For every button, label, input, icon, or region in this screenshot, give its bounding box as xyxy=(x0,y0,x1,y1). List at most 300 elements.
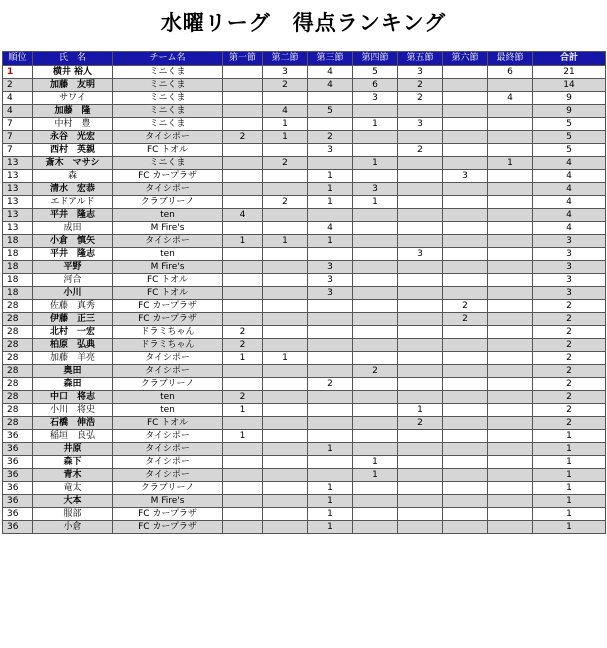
round-score-cell: 3 xyxy=(398,66,443,79)
round-score-cell xyxy=(353,105,398,118)
round-score-cell: 3 xyxy=(308,287,353,300)
header-name: 氏 名 xyxy=(33,52,113,66)
round-score-cell xyxy=(223,274,263,287)
header-round-5: 第五節 xyxy=(398,52,443,66)
round-score-cell xyxy=(443,287,488,300)
round-score-cell xyxy=(263,92,308,105)
round-score-cell xyxy=(443,365,488,378)
round-score-cell: 3 xyxy=(353,183,398,196)
total-cell: 1 xyxy=(533,521,606,534)
round-score-cell xyxy=(353,313,398,326)
rank-cell: 28 xyxy=(3,378,33,391)
round-score-cell xyxy=(443,92,488,105)
rank-cell: 36 xyxy=(3,456,33,469)
table-row xyxy=(3,326,606,339)
round-score-cell xyxy=(353,300,398,313)
round-score-cell xyxy=(308,157,353,170)
round-score-cell xyxy=(443,469,488,482)
round-score-cell xyxy=(263,378,308,391)
page-title: 水曜リーグ 得点ランキング xyxy=(160,11,447,35)
round-score-cell xyxy=(308,391,353,404)
total-cell: 5 xyxy=(533,144,606,157)
round-score-cell xyxy=(443,235,488,248)
round-score-cell: 4 xyxy=(308,79,353,92)
round-score-cell xyxy=(353,287,398,300)
round-score-cell xyxy=(443,391,488,404)
rank-cell: 13 xyxy=(3,222,33,235)
rank-cell: 7 xyxy=(3,144,33,157)
round-score-cell xyxy=(308,352,353,365)
table-row xyxy=(3,222,606,235)
round-score-cell xyxy=(398,508,443,521)
table-row xyxy=(3,482,606,495)
player-name-cell: 石橋 伸浩 xyxy=(33,417,113,430)
round-score-cell: 3 xyxy=(308,274,353,287)
round-score-cell xyxy=(308,456,353,469)
round-score-cell xyxy=(488,482,533,495)
total-cell: 2 xyxy=(533,300,606,313)
round-score-cell xyxy=(263,495,308,508)
total-cell: 1 xyxy=(533,443,606,456)
player-name-cell: 永谷 光宏 xyxy=(33,131,113,144)
round-score-cell xyxy=(353,417,398,430)
table-row xyxy=(3,521,606,534)
round-score-cell: 1 xyxy=(488,157,533,170)
round-score-cell xyxy=(353,521,398,534)
round-score-cell xyxy=(398,430,443,443)
round-score-cell xyxy=(443,248,488,261)
round-score-cell: 1 xyxy=(308,508,353,521)
round-score-cell xyxy=(353,261,398,274)
round-score-cell: 2 xyxy=(223,339,263,352)
round-score-cell xyxy=(443,495,488,508)
round-score-cell: 2 xyxy=(263,196,308,209)
round-score-cell xyxy=(223,521,263,534)
team-name-cell: FC トオル xyxy=(113,287,223,300)
team-name-cell: ミニくま xyxy=(113,79,223,92)
table-row xyxy=(3,339,606,352)
round-score-cell xyxy=(443,521,488,534)
round-score-cell: 1 xyxy=(263,131,308,144)
team-name-cell: FC トオル xyxy=(113,144,223,157)
table-row xyxy=(3,404,606,417)
round-score-cell xyxy=(263,170,308,183)
round-score-cell: 1 xyxy=(223,404,263,417)
player-name-cell: 森下 xyxy=(33,456,113,469)
round-score-cell xyxy=(488,326,533,339)
round-score-cell xyxy=(223,105,263,118)
player-name-cell: 柏原 弘典 xyxy=(33,339,113,352)
player-name-cell: 竜太 xyxy=(33,482,113,495)
table-row xyxy=(3,430,606,443)
round-score-cell xyxy=(353,495,398,508)
round-score-cell xyxy=(223,365,263,378)
header-round-1: 第一節 xyxy=(223,52,263,66)
table-row xyxy=(3,287,606,300)
table-row xyxy=(3,274,606,287)
header-final-round: 最終節 xyxy=(488,52,533,66)
round-score-cell xyxy=(398,339,443,352)
round-score-cell xyxy=(223,469,263,482)
table-row xyxy=(3,365,606,378)
round-score-cell xyxy=(443,222,488,235)
total-cell: 1 xyxy=(533,430,606,443)
round-score-cell xyxy=(443,339,488,352)
round-score-cell xyxy=(223,79,263,92)
round-score-cell xyxy=(223,196,263,209)
round-score-cell xyxy=(443,66,488,79)
rank-cell: 28 xyxy=(3,417,33,430)
round-score-cell: 6 xyxy=(353,79,398,92)
round-score-cell xyxy=(398,261,443,274)
team-name-cell: タイシポー xyxy=(113,430,223,443)
player-name-cell: 西村 英親 xyxy=(33,144,113,157)
round-score-cell xyxy=(488,222,533,235)
total-cell: 4 xyxy=(533,222,606,235)
round-score-cell xyxy=(263,326,308,339)
total-cell: 21 xyxy=(533,66,606,79)
round-score-cell xyxy=(223,417,263,430)
round-score-cell xyxy=(443,183,488,196)
total-cell: 4 xyxy=(533,209,606,222)
round-score-cell xyxy=(488,131,533,144)
round-score-cell xyxy=(443,430,488,443)
round-score-cell xyxy=(398,287,443,300)
table-row xyxy=(3,443,606,456)
round-score-cell xyxy=(263,365,308,378)
round-score-cell xyxy=(223,144,263,157)
player-name-cell: 森 xyxy=(33,170,113,183)
team-name-cell: FC トオル xyxy=(113,274,223,287)
round-score-cell xyxy=(223,170,263,183)
round-score-cell: 1 xyxy=(353,469,398,482)
round-score-cell xyxy=(443,274,488,287)
round-score-cell xyxy=(353,482,398,495)
rank-cell: 36 xyxy=(3,482,33,495)
round-score-cell xyxy=(488,196,533,209)
round-score-cell xyxy=(443,378,488,391)
team-name-cell: FC カープラザ xyxy=(113,300,223,313)
round-score-cell xyxy=(263,144,308,157)
round-score-cell xyxy=(263,274,308,287)
round-score-cell xyxy=(443,131,488,144)
header-rank: 順位 xyxy=(3,52,33,66)
round-score-cell xyxy=(398,378,443,391)
round-score-cell: 1 xyxy=(398,404,443,417)
round-score-cell: 2 xyxy=(398,417,443,430)
player-name-cell: 平井 隆志 xyxy=(33,248,113,261)
rank-cell: 13 xyxy=(3,157,33,170)
round-score-cell: 4 xyxy=(488,92,533,105)
total-cell: 3 xyxy=(533,248,606,261)
table-row xyxy=(3,300,606,313)
round-score-cell: 2 xyxy=(223,131,263,144)
round-score-cell xyxy=(398,391,443,404)
rank-cell: 36 xyxy=(3,521,33,534)
round-score-cell: 1 xyxy=(353,196,398,209)
team-name-cell: FC カープラザ xyxy=(113,313,223,326)
rank-cell: 1 xyxy=(3,66,33,79)
rank-cell: 13 xyxy=(3,209,33,222)
player-name-cell: 森田 xyxy=(33,378,113,391)
round-score-cell: 2 xyxy=(308,131,353,144)
round-score-cell: 1 xyxy=(353,456,398,469)
header-total: 合計 xyxy=(533,52,606,66)
round-score-cell: 1 xyxy=(353,157,398,170)
player-name-cell: 清水 宏恭 xyxy=(33,183,113,196)
round-score-cell xyxy=(398,196,443,209)
round-score-cell xyxy=(223,456,263,469)
round-score-cell xyxy=(353,222,398,235)
round-score-cell xyxy=(488,118,533,131)
player-name-cell: 中村 豊 xyxy=(33,118,113,131)
round-score-cell xyxy=(488,105,533,118)
round-score-cell: 6 xyxy=(488,66,533,79)
team-name-cell: ドラミちゃん xyxy=(113,326,223,339)
round-score-cell xyxy=(263,417,308,430)
round-score-cell: 4 xyxy=(308,222,353,235)
team-name-cell: ten xyxy=(113,404,223,417)
rank-cell: 18 xyxy=(3,287,33,300)
round-score-cell: 3 xyxy=(398,248,443,261)
table-row xyxy=(3,118,606,131)
team-name-cell: M Fire's xyxy=(113,222,223,235)
player-name-cell: 大本 xyxy=(33,495,113,508)
total-cell: 4 xyxy=(533,183,606,196)
table-row xyxy=(3,235,606,248)
team-name-cell: ミニくま xyxy=(113,66,223,79)
round-score-cell xyxy=(223,183,263,196)
table-row xyxy=(3,261,606,274)
round-score-cell xyxy=(263,287,308,300)
player-name-cell: サワイ xyxy=(33,92,113,105)
rank-cell: 2 xyxy=(3,79,33,92)
ranking-body xyxy=(3,66,606,534)
round-score-cell: 3 xyxy=(443,170,488,183)
round-score-cell xyxy=(263,209,308,222)
round-score-cell xyxy=(398,183,443,196)
total-cell: 2 xyxy=(533,365,606,378)
round-score-cell xyxy=(488,443,533,456)
round-score-cell xyxy=(353,235,398,248)
round-score-cell xyxy=(223,508,263,521)
round-score-cell: 2 xyxy=(443,313,488,326)
player-name-cell: 小川 xyxy=(33,287,113,300)
round-score-cell xyxy=(488,144,533,157)
round-score-cell: 1 xyxy=(308,521,353,534)
round-score-cell xyxy=(223,222,263,235)
round-score-cell xyxy=(263,521,308,534)
table-row xyxy=(3,508,606,521)
round-score-cell xyxy=(488,313,533,326)
team-name-cell: M Fire's xyxy=(113,261,223,274)
total-cell: 4 xyxy=(533,170,606,183)
round-score-cell xyxy=(353,339,398,352)
total-cell: 9 xyxy=(533,92,606,105)
round-score-cell xyxy=(223,443,263,456)
round-score-cell: 1 xyxy=(308,235,353,248)
player-name-cell: 青木 xyxy=(33,469,113,482)
round-score-cell xyxy=(443,196,488,209)
team-name-cell: ten xyxy=(113,248,223,261)
round-score-cell xyxy=(223,92,263,105)
rank-cell: 18 xyxy=(3,235,33,248)
header-round-4: 第四節 xyxy=(353,52,398,66)
round-score-cell xyxy=(488,261,533,274)
team-name-cell: FC カープラザ xyxy=(113,170,223,183)
player-name-cell: 服部 xyxy=(33,508,113,521)
round-score-cell xyxy=(308,92,353,105)
round-score-cell xyxy=(398,131,443,144)
round-score-cell xyxy=(488,495,533,508)
round-score-cell xyxy=(308,417,353,430)
rank-cell: 36 xyxy=(3,508,33,521)
player-name-cell: 小倉 xyxy=(33,521,113,534)
player-name-cell: エドアルド xyxy=(33,196,113,209)
rank-cell: 28 xyxy=(3,365,33,378)
rank-cell: 36 xyxy=(3,495,33,508)
round-score-cell: 3 xyxy=(398,118,443,131)
round-score-cell xyxy=(443,118,488,131)
round-score-cell xyxy=(263,222,308,235)
rank-cell: 13 xyxy=(3,170,33,183)
round-score-cell: 2 xyxy=(398,92,443,105)
header-team: チーム名 xyxy=(113,52,223,66)
total-cell: 3 xyxy=(533,261,606,274)
header-round-6: 第六節 xyxy=(443,52,488,66)
round-score-cell xyxy=(263,482,308,495)
total-cell: 2 xyxy=(533,352,606,365)
player-name-cell: 平野 xyxy=(33,261,113,274)
round-score-cell xyxy=(308,404,353,417)
rank-cell: 4 xyxy=(3,92,33,105)
table-row xyxy=(3,248,606,261)
round-score-cell xyxy=(353,508,398,521)
team-name-cell: ミニくま xyxy=(113,157,223,170)
round-score-cell xyxy=(223,118,263,131)
round-score-cell xyxy=(308,430,353,443)
round-score-cell: 5 xyxy=(308,105,353,118)
round-score-cell xyxy=(263,404,308,417)
round-score-cell xyxy=(308,326,353,339)
rank-cell: 4 xyxy=(3,105,33,118)
round-score-cell xyxy=(263,248,308,261)
round-score-cell xyxy=(488,287,533,300)
table-row xyxy=(3,183,606,196)
total-cell: 2 xyxy=(533,313,606,326)
round-score-cell xyxy=(308,365,353,378)
team-name-cell: タイシポー xyxy=(113,365,223,378)
round-score-cell xyxy=(488,508,533,521)
round-score-cell: 1 xyxy=(263,352,308,365)
rank-cell: 13 xyxy=(3,183,33,196)
team-name-cell: クラブリーノ xyxy=(113,482,223,495)
rank-cell: 36 xyxy=(3,443,33,456)
round-score-cell xyxy=(398,326,443,339)
round-score-cell xyxy=(353,326,398,339)
round-score-cell xyxy=(223,482,263,495)
round-score-cell xyxy=(223,66,263,79)
round-score-cell xyxy=(488,417,533,430)
round-score-cell xyxy=(488,404,533,417)
round-score-cell: 1 xyxy=(308,495,353,508)
round-score-cell xyxy=(223,248,263,261)
round-score-cell xyxy=(488,521,533,534)
team-name-cell: M Fire's xyxy=(113,495,223,508)
round-score-cell xyxy=(488,378,533,391)
round-score-cell xyxy=(398,521,443,534)
table-row xyxy=(3,391,606,404)
round-score-cell xyxy=(263,391,308,404)
team-name-cell: FC トオル xyxy=(113,417,223,430)
team-name-cell: クラブリーノ xyxy=(113,378,223,391)
round-score-cell xyxy=(398,456,443,469)
round-score-cell xyxy=(488,183,533,196)
round-score-cell xyxy=(353,352,398,365)
round-score-cell xyxy=(223,313,263,326)
round-score-cell xyxy=(308,313,353,326)
player-name-cell: 斎木 マサシ xyxy=(33,157,113,170)
round-score-cell xyxy=(308,209,353,222)
header-row xyxy=(3,52,606,66)
team-name-cell: FC カープラザ xyxy=(113,521,223,534)
round-score-cell xyxy=(308,469,353,482)
player-name-cell: 加藤 友明 xyxy=(33,79,113,92)
team-name-cell: タイシポー xyxy=(113,443,223,456)
table-row xyxy=(3,144,606,157)
round-score-cell xyxy=(488,391,533,404)
round-score-cell xyxy=(353,391,398,404)
round-score-cell xyxy=(308,118,353,131)
round-score-cell xyxy=(223,378,263,391)
round-score-cell: 3 xyxy=(353,92,398,105)
table-row xyxy=(3,131,606,144)
rank-cell: 28 xyxy=(3,352,33,365)
table-row xyxy=(3,196,606,209)
player-name-cell: 井原 xyxy=(33,443,113,456)
total-cell: 2 xyxy=(533,326,606,339)
rank-cell: 13 xyxy=(3,196,33,209)
team-name-cell: タイシポー xyxy=(113,469,223,482)
total-cell: 2 xyxy=(533,417,606,430)
player-name-cell: 河合 xyxy=(33,274,113,287)
round-score-cell xyxy=(443,157,488,170)
total-cell: 1 xyxy=(533,469,606,482)
round-score-cell xyxy=(353,170,398,183)
round-score-cell xyxy=(398,469,443,482)
round-score-cell: 2 xyxy=(398,79,443,92)
round-score-cell: 2 xyxy=(353,365,398,378)
team-name-cell: タイシポー xyxy=(113,235,223,248)
total-cell: 5 xyxy=(533,118,606,131)
round-score-cell xyxy=(398,157,443,170)
table-row xyxy=(3,378,606,391)
round-score-cell xyxy=(443,105,488,118)
round-score-cell xyxy=(443,443,488,456)
round-score-cell xyxy=(353,404,398,417)
round-score-cell xyxy=(398,365,443,378)
round-score-cell xyxy=(443,482,488,495)
round-score-cell: 2 xyxy=(308,378,353,391)
total-cell: 2 xyxy=(533,404,606,417)
table-row xyxy=(3,495,606,508)
round-score-cell: 4 xyxy=(308,66,353,79)
total-cell: 3 xyxy=(533,274,606,287)
round-score-cell xyxy=(488,469,533,482)
round-score-cell xyxy=(443,456,488,469)
round-score-cell: 5 xyxy=(353,66,398,79)
round-score-cell: 2 xyxy=(398,144,443,157)
